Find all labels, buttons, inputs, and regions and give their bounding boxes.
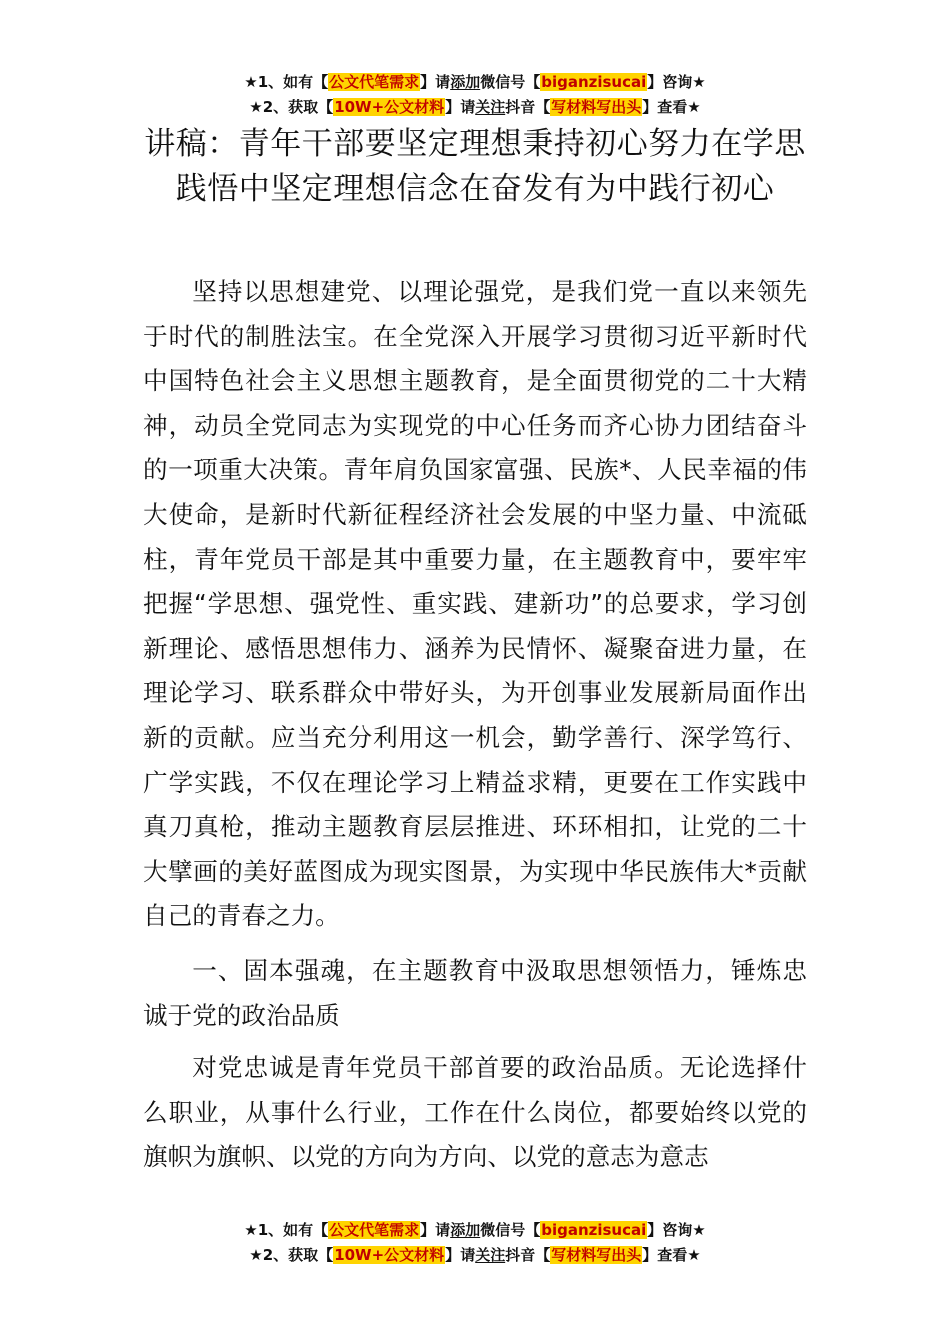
document-body: [143, 270, 807, 1180]
promo-highlight: 公文代笔需求: [329, 73, 420, 91]
promo-text: 】咨询★: [647, 1221, 706, 1239]
promo-text: 微信号【: [480, 73, 541, 91]
promo-wechat-id: biganzisucai: [541, 73, 647, 91]
promo-text: 】咨询★: [647, 73, 706, 91]
promo-text: 】请: [420, 1221, 451, 1239]
footer-promo-banner: [0, 1218, 950, 1268]
promo-underlined: 关注: [475, 98, 506, 116]
header-promo-banner: [0, 70, 950, 120]
body-paragraph: 坚持以思想建党、以理论强党，是我们党一直以来领先于时代的制胜法宝。在全党深入开展学习贯彻习近平新时代中国特色社会主义思想主题教育，是全面贯彻党的二十大精神，动员全党同志为实现党的中心任务而齐心协力团结奋斗的一项重大决策。青年肩负国家富强、民族*、人民幸福的伟大使命，是新时代新征程经济社会发展的中坚力量、中流砥柱，青年党员干部是其中重要力量，在主题教育中，要牢牢把握“学思想、强党性、重实践、建新功”的总要求，学习创新理论、感悟思想伟力、涵养为民情怀、凝聚奋进力量，在理论学习、联系群众中带好头，为开创事业发展新局面作出新的贡献。应当充分利用这一机会，勤学善行、深学笃行、广学实践，不仅在理论学习上精益求精，更要在工作实践中真刀真枪，推动主题教育层层推进、环环相扣，让党的二十大擘画的美好蓝图成为现实图景，为实现中华民族伟大*贡献自己的青春之力。: [143, 277, 807, 931]
promo-underlined: 添加: [450, 73, 481, 91]
promo-text: 】请: [445, 98, 476, 116]
promo-underlined: 添加: [450, 1221, 481, 1239]
section-heading: 一、固本强魂，在主题教育中汲取思想领悟力，锤炼忠诚于党的政治品质: [143, 955, 807, 1030]
promo-line-2: [0, 95, 950, 120]
body-paragraph: 对党忠诚是青年党员干部首要的政治品质。无论选择什么职业，从事什么行业，工作在什么岗位，都要始终以党的旗帜为旗帜、以党的方向为方向、以党的意志为意志: [143, 1053, 807, 1172]
promo-douyin-id: 写材料写出头: [551, 98, 642, 116]
promo-highlight: 公文代笔需求: [329, 1221, 420, 1239]
promo-text: ★1、如有【: [244, 1221, 329, 1239]
promo-text: 抖音【: [505, 1246, 551, 1264]
promo-line-2: [0, 1243, 950, 1268]
promo-text: 抖音【: [505, 98, 551, 116]
promo-underlined: 关注: [475, 1246, 506, 1264]
promo-highlight: 10W+公文材料: [334, 98, 445, 116]
promo-text: ★2、获取【: [249, 1246, 334, 1264]
promo-wechat-id: biganzisucai: [541, 1221, 647, 1239]
promo-text: 微信号【: [480, 1221, 541, 1239]
promo-text: 】请: [445, 1246, 476, 1264]
document-title: 讲稿：青年干部要坚定理想秉持初心努力在学思践悟中坚定理想信念在奋发有为中践行初心: [144, 126, 806, 207]
promo-douyin-id: 写材料写出头: [551, 1246, 642, 1264]
promo-line-1: [0, 70, 950, 95]
promo-text: ★1、如有【: [244, 73, 329, 91]
promo-highlight: 10W+公文材料: [334, 1246, 445, 1264]
promo-line-1: [0, 1218, 950, 1243]
promo-text: ★2、获取【: [249, 98, 334, 116]
promo-text: 】查看★: [642, 1246, 701, 1264]
promo-text: 】请: [420, 73, 451, 91]
promo-text: 】查看★: [642, 98, 701, 116]
